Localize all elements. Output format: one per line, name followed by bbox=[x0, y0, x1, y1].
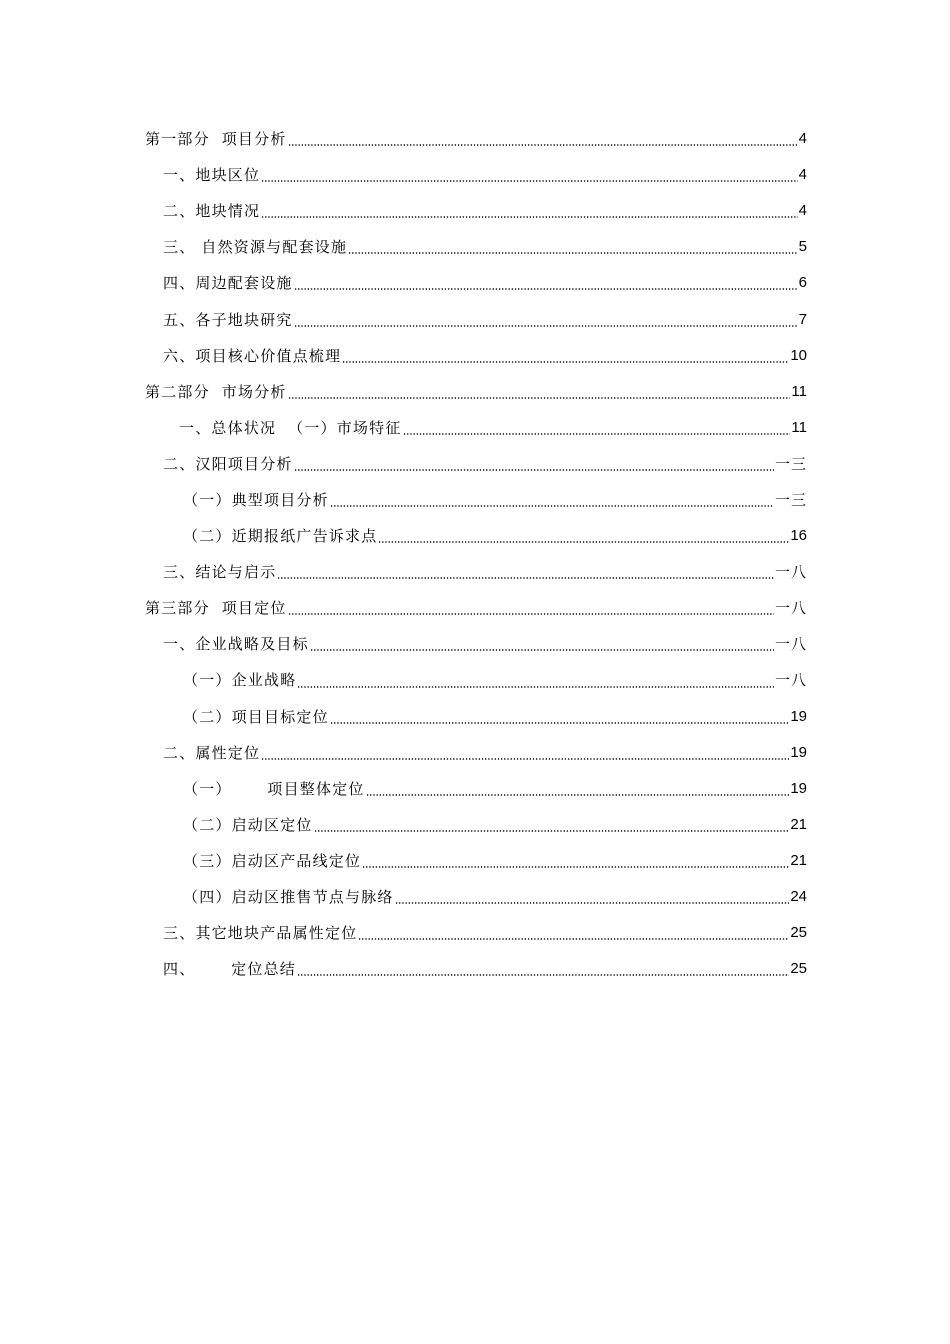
toc-entry-page: 21 bbox=[790, 815, 807, 833]
toc-entry[interactable] bbox=[0, 843, 950, 879]
toc-entry-page: 一三 bbox=[774, 454, 807, 473]
toc-entry-page: 25 bbox=[790, 960, 807, 978]
toc-entry-label: 六、项目核心价值点梳理 bbox=[163, 346, 342, 365]
dot-leader bbox=[330, 505, 774, 507]
toc-entry-label: （二）项目目标定位 bbox=[183, 707, 329, 726]
toc-entry-page: 一八 bbox=[774, 563, 807, 582]
toc-entry[interactable] bbox=[0, 699, 950, 735]
toc-entry-label: （一）典型项目分析 bbox=[183, 490, 329, 509]
toc-entry[interactable] bbox=[0, 518, 950, 554]
toc-entry-label: （三）启动区产品线定位 bbox=[183, 851, 362, 870]
toc-entry-label: （一） 项目整体定位 bbox=[183, 779, 365, 798]
toc-entry[interactable] bbox=[0, 338, 950, 374]
toc-entry-page: 一八 bbox=[774, 599, 807, 618]
toc-entry-label: 三、其它地块产品属性定位 bbox=[163, 924, 358, 943]
toc-entry-label: 一、地块区位 bbox=[163, 166, 261, 185]
toc-entry-label: （二）启动区定位 bbox=[183, 815, 313, 834]
dot-leader bbox=[314, 830, 790, 832]
toc-entry[interactable] bbox=[0, 410, 950, 446]
toc-entry-page: 5 bbox=[798, 238, 807, 256]
dot-leader bbox=[294, 288, 798, 290]
toc-entry-label: 三、 自然资源与配套设施 bbox=[163, 238, 348, 257]
toc-entry-label: 二、汉阳项目分析 bbox=[163, 454, 293, 473]
dot-leader bbox=[395, 902, 790, 904]
toc-entry-page: 11 bbox=[791, 382, 807, 400]
toc-entry-label: 三、结论与启示 bbox=[163, 563, 277, 582]
toc-entry-label: 二、地块情况 bbox=[163, 202, 261, 221]
toc-entry-page: 4 bbox=[798, 166, 807, 184]
dot-leader bbox=[330, 722, 790, 724]
dot-leader bbox=[288, 144, 798, 146]
table-of-contents bbox=[0, 121, 950, 987]
toc-entry-label: （二）近期报纸广告诉求点 bbox=[183, 527, 378, 546]
dot-leader bbox=[362, 866, 789, 868]
toc-entry-label: 第三部分 项目定位 bbox=[145, 599, 287, 618]
toc-entry-page: 4 bbox=[798, 202, 807, 220]
toc-entry-page: 11 bbox=[791, 418, 807, 436]
dot-leader bbox=[288, 397, 791, 399]
toc-entry-label: 四、周边配套设施 bbox=[163, 274, 293, 293]
dot-leader bbox=[288, 613, 774, 615]
toc-entry-page: 4 bbox=[798, 130, 807, 148]
toc-entry-label: 一、企业战略及目标 bbox=[163, 635, 309, 654]
toc-entry[interactable] bbox=[0, 951, 950, 987]
toc-entry-page: 19 bbox=[790, 707, 807, 725]
dot-leader bbox=[403, 433, 791, 435]
toc-entry[interactable] bbox=[0, 626, 950, 662]
toc-entry[interactable] bbox=[0, 771, 950, 807]
dot-leader bbox=[261, 216, 797, 218]
dot-leader bbox=[294, 325, 798, 327]
toc-entry[interactable] bbox=[0, 193, 950, 229]
toc-entry-page: 19 bbox=[790, 779, 807, 797]
toc-entry-part-2[interactable] bbox=[0, 374, 950, 410]
toc-entry-label: 第二部分 市场分析 bbox=[145, 382, 287, 401]
dot-leader bbox=[310, 649, 774, 651]
toc-entry-page: 一八 bbox=[774, 635, 807, 654]
toc-entry-page: 一三 bbox=[774, 490, 807, 509]
toc-entry[interactable] bbox=[0, 446, 950, 482]
toc-entry-part-1[interactable] bbox=[0, 121, 950, 157]
toc-entry-page: 21 bbox=[790, 851, 807, 869]
toc-entry[interactable] bbox=[0, 554, 950, 590]
toc-entry[interactable] bbox=[0, 265, 950, 301]
dot-leader bbox=[261, 180, 797, 182]
toc-entry[interactable] bbox=[0, 915, 950, 951]
toc-entry-page: 10 bbox=[790, 346, 807, 364]
dot-leader bbox=[277, 577, 774, 579]
dot-leader bbox=[378, 541, 789, 543]
toc-entry[interactable] bbox=[0, 735, 950, 771]
dot-leader bbox=[261, 758, 789, 760]
toc-entry-label: 第一部分 项目分析 bbox=[145, 130, 287, 149]
dot-leader bbox=[297, 686, 774, 688]
toc-entry[interactable] bbox=[0, 229, 950, 265]
toc-entry[interactable] bbox=[0, 157, 950, 193]
toc-entry-label: 四、 定位总结 bbox=[163, 960, 297, 979]
toc-entry[interactable] bbox=[0, 807, 950, 843]
toc-entry-page: 24 bbox=[790, 888, 807, 906]
dot-leader bbox=[358, 938, 789, 940]
dot-leader bbox=[297, 974, 789, 976]
toc-entry-label: （四）启动区推售节点与脉络 bbox=[183, 888, 394, 907]
toc-entry-label: 一、总体状况 （一）市场特征 bbox=[179, 418, 402, 437]
dot-leader bbox=[366, 794, 790, 796]
toc-entry-label: （一）企业战略 bbox=[183, 671, 297, 690]
dot-leader bbox=[342, 361, 789, 363]
toc-entry-page: 一八 bbox=[774, 671, 807, 690]
toc-entry-page: 6 bbox=[798, 274, 807, 292]
toc-entry-label: 五、各子地块研究 bbox=[163, 310, 293, 329]
toc-entry[interactable] bbox=[0, 662, 950, 698]
toc-entry[interactable] bbox=[0, 879, 950, 915]
dot-leader bbox=[294, 469, 774, 471]
toc-entry-page: 19 bbox=[790, 743, 807, 761]
toc-entry[interactable] bbox=[0, 301, 950, 337]
toc-entry-page: 16 bbox=[790, 527, 807, 545]
toc-entry-page: 7 bbox=[798, 310, 807, 328]
toc-entry-part-3[interactable] bbox=[0, 590, 950, 626]
toc-entry[interactable] bbox=[0, 482, 950, 518]
toc-entry-page: 25 bbox=[790, 924, 807, 942]
dot-leader bbox=[348, 252, 797, 254]
toc-entry-label: 二、属性定位 bbox=[163, 743, 261, 762]
